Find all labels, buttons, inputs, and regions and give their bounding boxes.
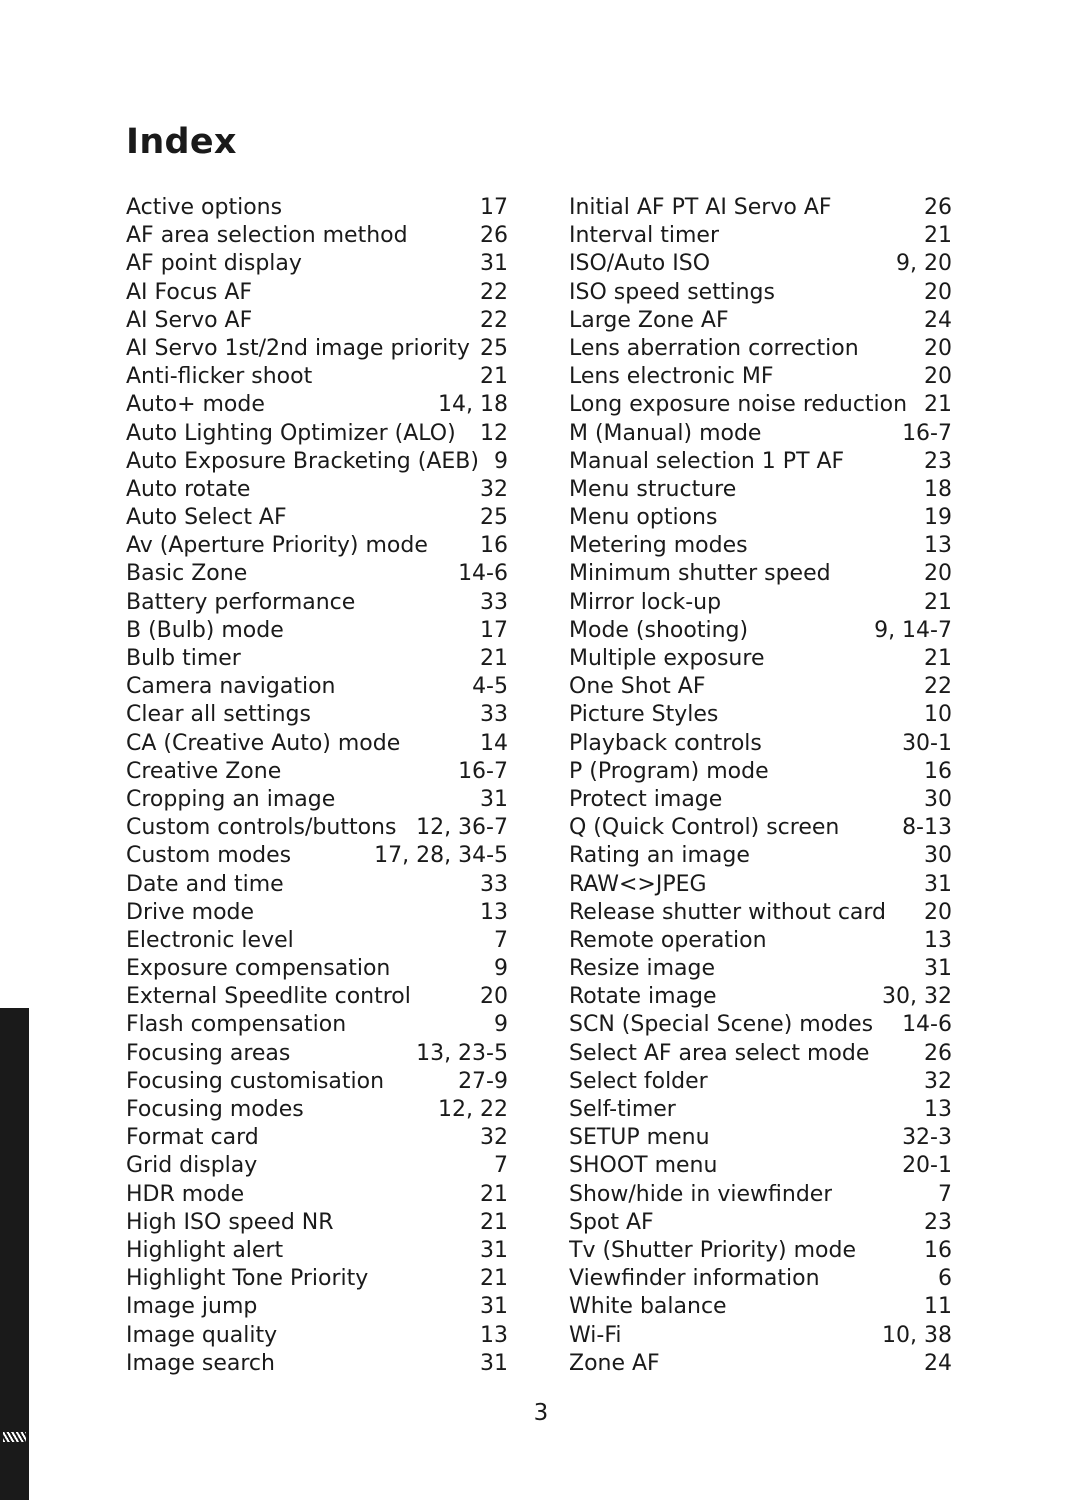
index-entry [126, 363, 508, 391]
index-page-ref: 13 [480, 899, 508, 925]
index-entry [569, 335, 952, 363]
index-page-ref: 19 [924, 505, 952, 531]
index-term: Focusing customisation [126, 1068, 385, 1094]
index-page-ref: 21 [924, 589, 952, 615]
index-entry [126, 1096, 508, 1124]
index-term: Menu options [569, 505, 718, 531]
index-term: Grid display [126, 1153, 258, 1179]
index-page-ref: 31 [480, 1350, 508, 1376]
index-page-ref: 21 [480, 1181, 508, 1207]
index-entry [569, 476, 952, 504]
index-page-ref: 33 [480, 702, 508, 728]
index-page-ref: 25 [480, 335, 508, 361]
index-page-ref: 12 [480, 420, 508, 446]
index-page-ref: 12, 36-7 [416, 815, 508, 841]
index-page-ref: 6 [938, 1266, 952, 1292]
index-entry [569, 983, 952, 1011]
index-term: Lens aberration correction [569, 335, 859, 361]
index-term: Manual selection 1 PT AF [569, 448, 845, 474]
index-page-ref: 32-3 [902, 1125, 952, 1151]
index-term: SCN (Special Scene) modes [569, 1012, 874, 1038]
index-entry [126, 1124, 508, 1152]
index-entry [126, 1265, 508, 1293]
index-entry [126, 420, 508, 448]
page-edge-tab [0, 1008, 29, 1500]
index-entry [126, 1040, 508, 1068]
index-entry [569, 871, 952, 899]
index-column-left [126, 194, 508, 1378]
index-entry [126, 758, 508, 786]
index-entry [569, 1068, 952, 1096]
index-term: Clear all settings [126, 702, 311, 728]
index-entry [126, 560, 508, 588]
index-entry [126, 476, 508, 504]
index-entry [569, 420, 952, 448]
index-entry [569, 279, 952, 307]
index-page-ref: 31 [924, 871, 952, 897]
index-term: Cropping an image [126, 786, 336, 812]
index-term: Focusing areas [126, 1040, 291, 1066]
index-entry [569, 1350, 952, 1378]
index-page-ref: 17 [480, 195, 508, 220]
index-page-ref: 31 [480, 786, 508, 812]
index-term: Basic Zone [126, 561, 248, 587]
index-page-ref: 16 [480, 533, 508, 559]
index-entry [126, 617, 508, 645]
index-page-ref: 25 [480, 505, 508, 531]
index-page-ref: 30, 32 [882, 984, 952, 1010]
index-entry [126, 1181, 508, 1209]
index-term: Creative Zone [126, 758, 282, 784]
index-term: Exposure compensation [126, 956, 391, 982]
index-page-ref: 20 [924, 364, 952, 390]
index-entry [126, 899, 508, 927]
index-entry [569, 899, 952, 927]
index-page-ref: 26 [480, 223, 508, 249]
index-entry [126, 1011, 508, 1039]
index-entry [569, 307, 952, 335]
index-page-ref: 30-1 [902, 730, 952, 756]
index-entry [569, 1265, 952, 1293]
index-page-ref: 31 [480, 1294, 508, 1320]
index-entry [126, 730, 508, 758]
index-page-ref: 33 [480, 589, 508, 615]
index-term: High ISO speed NR [126, 1209, 334, 1235]
index-entry [126, 983, 508, 1011]
index-term: Mode (shooting) [569, 617, 749, 643]
index-entry [126, 1293, 508, 1321]
index-term: Custom modes [126, 843, 292, 869]
index-term: Electronic level [126, 927, 294, 953]
index-term: AI Servo AF [126, 307, 253, 333]
index-page-ref: 22 [924, 674, 952, 700]
index-entry [126, 532, 508, 560]
index-page-ref: 16 [924, 1237, 952, 1263]
index-entry [569, 194, 952, 222]
index-page-ref: 20 [924, 561, 952, 587]
index-entry [126, 222, 508, 250]
index-term: Custom controls/buttons [126, 815, 397, 841]
index-entry [126, 307, 508, 335]
index-entry [569, 701, 952, 729]
index-page-ref: 13 [480, 1322, 508, 1348]
index-entry [126, 955, 508, 983]
index-entry [126, 504, 508, 532]
index-page-ref: 13 [924, 927, 952, 953]
index-page-ref: 31 [924, 956, 952, 982]
index-page-ref: 17, 28, 34-5 [374, 843, 508, 869]
edge-hatch-mark [3, 1432, 26, 1442]
index-page-ref: 20 [924, 279, 952, 305]
index-page-ref: 21 [480, 1266, 508, 1292]
index-term: Viewfinder information [569, 1266, 820, 1292]
index-page-ref: 9, 20 [896, 251, 952, 277]
index-term: Q (Quick Control) screen [569, 815, 840, 841]
index-term: P (Program) mode [569, 758, 769, 784]
index-entry [126, 786, 508, 814]
index-page-ref: 32 [480, 1125, 508, 1151]
index-entry [126, 1322, 508, 1350]
index-term: Self-timer [569, 1097, 676, 1122]
index-page-ref: 21 [924, 646, 952, 671]
index-entry [126, 194, 508, 222]
index-term: Minimum shutter speed [569, 561, 831, 587]
index-page-ref: 16-7 [902, 420, 952, 446]
index-entry [569, 927, 952, 955]
index-term: Anti-flicker shoot [126, 364, 313, 390]
index-term: Flash compensation [126, 1012, 347, 1038]
index-page-ref: 7 [494, 927, 508, 953]
index-entry [126, 1237, 508, 1265]
index-entry [569, 786, 952, 814]
index-entry [126, 1209, 508, 1237]
index-page-ref: 9 [494, 448, 508, 474]
index-term: Mirror lock-up [569, 589, 722, 615]
index-term: CA (Creative Auto) mode [126, 730, 401, 756]
index-term: Format card [126, 1125, 259, 1151]
index-page-ref: 23 [924, 448, 952, 474]
index-page-ref: 14 [480, 730, 508, 756]
index-term: SHOOT menu [569, 1153, 718, 1179]
index-entry [569, 730, 952, 758]
index-term: ISO/Auto ISO [569, 251, 711, 277]
index-page-ref: 4-5 [472, 674, 508, 700]
index-term: Zone AF [569, 1350, 660, 1376]
index-term: Select AF area select mode [569, 1040, 870, 1066]
index-page-ref: 20 [480, 984, 508, 1010]
index-term: AI Servo 1st/2nd image priority [126, 335, 470, 361]
index-term: Long exposure noise reduction [569, 392, 908, 418]
index-page-ref: 20 [924, 899, 952, 925]
index-page-ref: 20 [924, 335, 952, 361]
index-page-ref: 22 [480, 307, 508, 333]
index-page-ref: 9, 14-7 [874, 617, 952, 643]
index-entry [569, 955, 952, 983]
index-term: M (Manual) mode [569, 420, 762, 446]
index-entry [126, 1152, 508, 1180]
index-page-ref: 32 [924, 1068, 952, 1094]
index-entry [569, 448, 952, 476]
index-term: Auto Select AF [126, 505, 287, 531]
index-entry [126, 448, 508, 476]
index-entry [126, 927, 508, 955]
index-entry [126, 391, 508, 419]
index-page-ref: 7 [938, 1181, 952, 1207]
page-title: Index [126, 122, 237, 162]
index-entry [126, 589, 508, 617]
index-page-ref: 16 [924, 758, 952, 784]
index-entry [126, 673, 508, 701]
index-entry [569, 1237, 952, 1265]
index-term: External Speedlite control [126, 984, 411, 1010]
index-entry [126, 842, 508, 870]
index-column-right [569, 194, 952, 1378]
index-page-ref: 8-13 [902, 815, 952, 841]
index-term: Show/hide in viewfinder [569, 1181, 833, 1207]
index-term: Interval timer [569, 223, 719, 249]
index-page-ref: 13 [924, 1097, 952, 1122]
index-entry [569, 1209, 952, 1237]
index-page-ref: 18 [924, 476, 952, 502]
index-entry [569, 617, 952, 645]
index-term: Lens electronic MF [569, 364, 774, 390]
index-entry [569, 758, 952, 786]
index-term: HDR mode [126, 1181, 245, 1207]
index-page-ref: 9 [494, 956, 508, 982]
index-term: Picture Styles [569, 702, 719, 728]
index-term: RAW<>JPEG [569, 871, 707, 897]
index-term: Multiple exposure [569, 646, 765, 671]
index-term: Large Zone AF [569, 307, 729, 333]
index-term: Select folder [569, 1068, 708, 1094]
index-term: Rotate image [569, 984, 717, 1010]
index-entry [569, 814, 952, 842]
index-term: Highlight alert [126, 1237, 284, 1263]
index-entry [569, 532, 952, 560]
index-page-ref: 31 [480, 251, 508, 277]
index-term: SETUP menu [569, 1125, 710, 1151]
index-entry [569, 1152, 952, 1180]
index-entry [569, 1096, 952, 1124]
index-page-ref: 24 [924, 1350, 952, 1376]
index-term: Auto+ mode [126, 392, 265, 418]
index-entry [569, 1322, 952, 1350]
index-term: Highlight Tone Priority [126, 1266, 369, 1292]
index-page-ref: 21 [480, 364, 508, 390]
index-page-ref: 12, 22 [438, 1097, 508, 1122]
index-term: Camera navigation [126, 674, 336, 700]
index-page-ref: 13, 23-5 [416, 1040, 508, 1066]
index-page-ref: 24 [924, 307, 952, 333]
index-entry [569, 673, 952, 701]
index-entry [126, 645, 508, 673]
index-entry [569, 842, 952, 870]
index-entry [569, 363, 952, 391]
index-page-ref: 14-6 [902, 1012, 952, 1038]
index-page-ref: 14, 18 [438, 392, 508, 418]
index-term: Date and time [126, 871, 284, 897]
index-entry [569, 391, 952, 419]
index-term: Menu structure [569, 476, 737, 502]
index-page-ref: 27-9 [458, 1068, 508, 1094]
index-page-ref: 32 [480, 476, 508, 502]
index-entry [126, 335, 508, 363]
index-term: Playback controls [569, 730, 762, 756]
index-term: Spot AF [569, 1209, 654, 1235]
index-term: Protect image [569, 786, 723, 812]
index-term: Image quality [126, 1322, 278, 1348]
index-page-ref: 30 [924, 843, 952, 869]
index-entry [126, 1068, 508, 1096]
index-entry [126, 814, 508, 842]
index-term: Wi-Fi [569, 1322, 622, 1348]
index-page-ref: 10, 38 [882, 1322, 952, 1348]
index-entry [569, 1124, 952, 1152]
index-term: B (Bulb) mode [126, 617, 284, 643]
index-page-ref: 31 [480, 1237, 508, 1263]
index-entry [569, 250, 952, 278]
index-term: Initial AF PT AI Servo AF [569, 195, 832, 220]
index-page-ref: 26 [924, 195, 952, 220]
index-entry [569, 645, 952, 673]
index-page-ref: 22 [480, 279, 508, 305]
index-page-ref: 17 [480, 617, 508, 643]
index-page-ref: 11 [924, 1294, 952, 1320]
index-entry [569, 1011, 952, 1039]
index-term: Image search [126, 1350, 275, 1376]
index-entry [126, 1350, 508, 1378]
index-page-ref: 21 [480, 1209, 508, 1235]
index-page-ref: 14-6 [458, 561, 508, 587]
index-term: Auto Exposure Bracketing (AEB) [126, 448, 479, 474]
index-term: Av (Aperture Priority) mode [126, 533, 428, 559]
index-term: Auto rotate [126, 476, 251, 502]
index-page-ref: 33 [480, 871, 508, 897]
index-term: Focusing modes [126, 1097, 304, 1122]
index-entry [569, 222, 952, 250]
index-term: Rating an image [569, 843, 750, 869]
index-page-ref: 20-1 [902, 1153, 952, 1179]
index-page-ref: 23 [924, 1209, 952, 1235]
index-term: One Shot AF [569, 674, 706, 700]
page-number: 3 [533, 1400, 549, 1426]
index-entry [126, 279, 508, 307]
index-term: Active options [126, 195, 283, 220]
index-term: Remote operation [569, 927, 767, 953]
index-entry [126, 250, 508, 278]
index-term: ISO speed settings [569, 279, 775, 305]
index-page-ref: 21 [924, 223, 952, 249]
index-term: Metering modes [569, 533, 748, 559]
index-page-ref: 21 [924, 392, 952, 418]
index-page-ref: 13 [924, 533, 952, 559]
index-page-ref: 10 [924, 702, 952, 728]
index-page-ref: 26 [924, 1040, 952, 1066]
index-page-ref: 9 [494, 1012, 508, 1038]
index-entry [569, 504, 952, 532]
index-entry [569, 1293, 952, 1321]
index-term: AI Focus AF [126, 279, 253, 305]
index-term: White balance [569, 1294, 727, 1320]
index-page-ref: 30 [924, 786, 952, 812]
index-term: Bulb timer [126, 646, 241, 671]
index-entry [569, 1181, 952, 1209]
index-entry [569, 1040, 952, 1068]
index-page-ref: 7 [494, 1153, 508, 1179]
index-page-ref: 16-7 [458, 758, 508, 784]
index-entry [569, 560, 952, 588]
index-entry [126, 871, 508, 899]
index-page-ref: 21 [480, 646, 508, 671]
index-entry [569, 589, 952, 617]
index-term: AF area selection method [126, 223, 408, 249]
index-term: Drive mode [126, 899, 255, 925]
index-entry [126, 701, 508, 729]
index-term: Image jump [126, 1294, 258, 1320]
index-term: Tv (Shutter Priority) mode [569, 1237, 856, 1263]
index-term: Battery performance [126, 589, 356, 615]
index-term: Release shutter without card [569, 899, 887, 925]
index-term: AF point display [126, 251, 302, 277]
index-term: Resize image [569, 956, 716, 982]
index-term: Auto Lighting Optimizer (ALO) [126, 420, 456, 446]
